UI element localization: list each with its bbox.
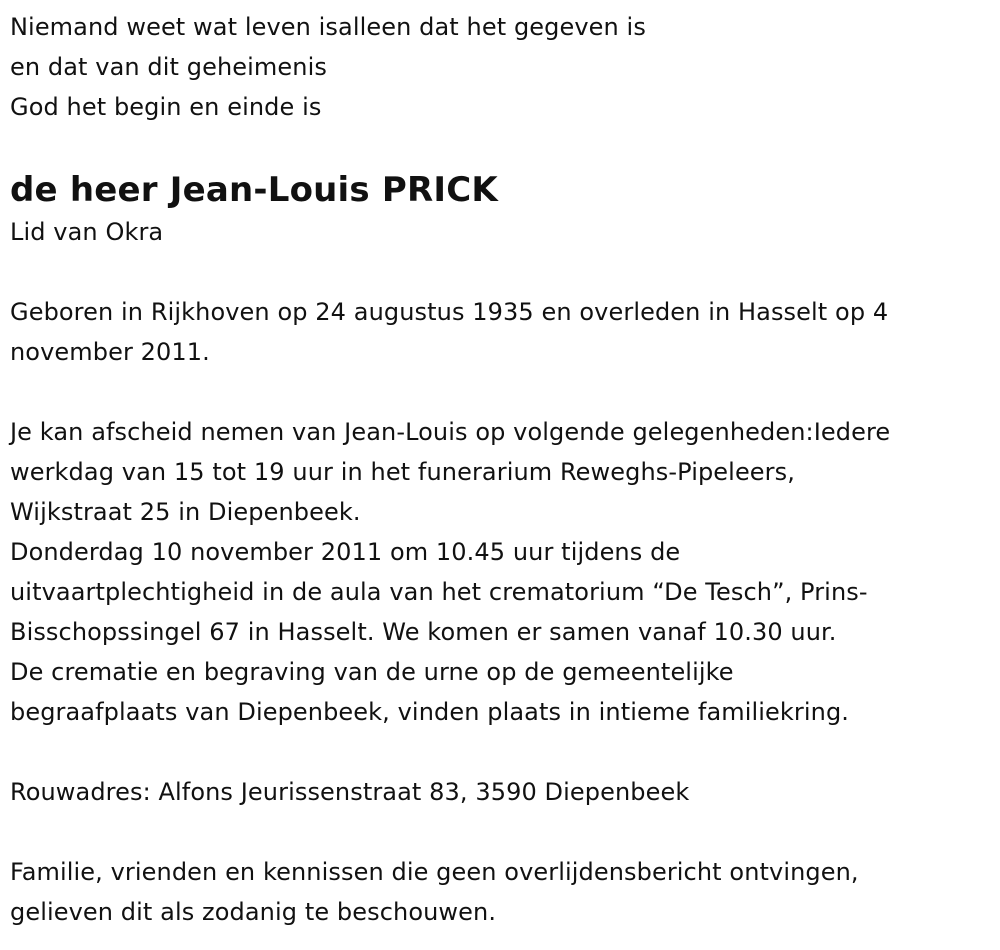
mourning-address: Rouwadres: Alfons Jeurissenstraat 83, 3590 Diepenbeek: [10, 778, 690, 806]
spacer: [10, 372, 985, 412]
farewell-paragraph: [10, 412, 985, 732]
poem: [10, 7, 985, 127]
deceased-name: de heer Jean-Louis PRICK: [10, 170, 498, 210]
membership-line: Lid van Okra: [10, 218, 164, 246]
poem-line: Niemand weet wat leven isalleen dat het gegeven is: [10, 13, 646, 41]
birth-death-paragraph: [10, 292, 985, 372]
paragraph-line: Bisschopssingel 67 in Hasselt. We komen er samen vanaf 10.30 uur.: [10, 618, 837, 646]
paragraph-line: november 2011.: [10, 338, 210, 366]
spacer: [10, 127, 985, 168]
poem-line: en dat van dit geheimenis: [10, 53, 327, 81]
paragraph-line: Familie, vrienden en kennissen die geen overlijdensbericht ontvingen,: [10, 858, 859, 886]
spacer: [10, 812, 985, 852]
spacer: [10, 252, 985, 292]
closing-paragraph: [10, 852, 985, 932]
paragraph-line: begraafplaats van Diepenbeek, vinden plaats in intieme familiekring.: [10, 698, 850, 726]
paragraph-line: Geboren in Rijkhoven op 24 augustus 1935 en overleden in Hasselt op 4: [10, 298, 889, 326]
paragraph-line: uitvaartplechtigheid in de aula van het crematorium “De Tesch”, Prins-: [10, 578, 868, 606]
poem-line: God het begin en einde is: [10, 93, 322, 121]
paragraph-line: De crematie en begraving van de urne op de gemeentelijke: [10, 658, 734, 686]
paragraph-line: Donderdag 10 november 2011 om 10.45 uur tijdens de: [10, 538, 681, 566]
paragraph-line: Wijkstraat 25 in Diepenbeek.: [10, 498, 361, 526]
spacer: [10, 732, 985, 772]
paragraph-line: werkdag van 15 tot 19 uur in het funerarium Reweghs-Pipeleers,: [10, 458, 795, 486]
obituary-text: [10, 7, 985, 932]
paragraph-line: Je kan afscheid nemen van Jean-Louis op volgende gelegenheden:Iedere: [10, 418, 891, 446]
paragraph-line: gelieven dit als zodanig te beschouwen.: [10, 898, 497, 926]
